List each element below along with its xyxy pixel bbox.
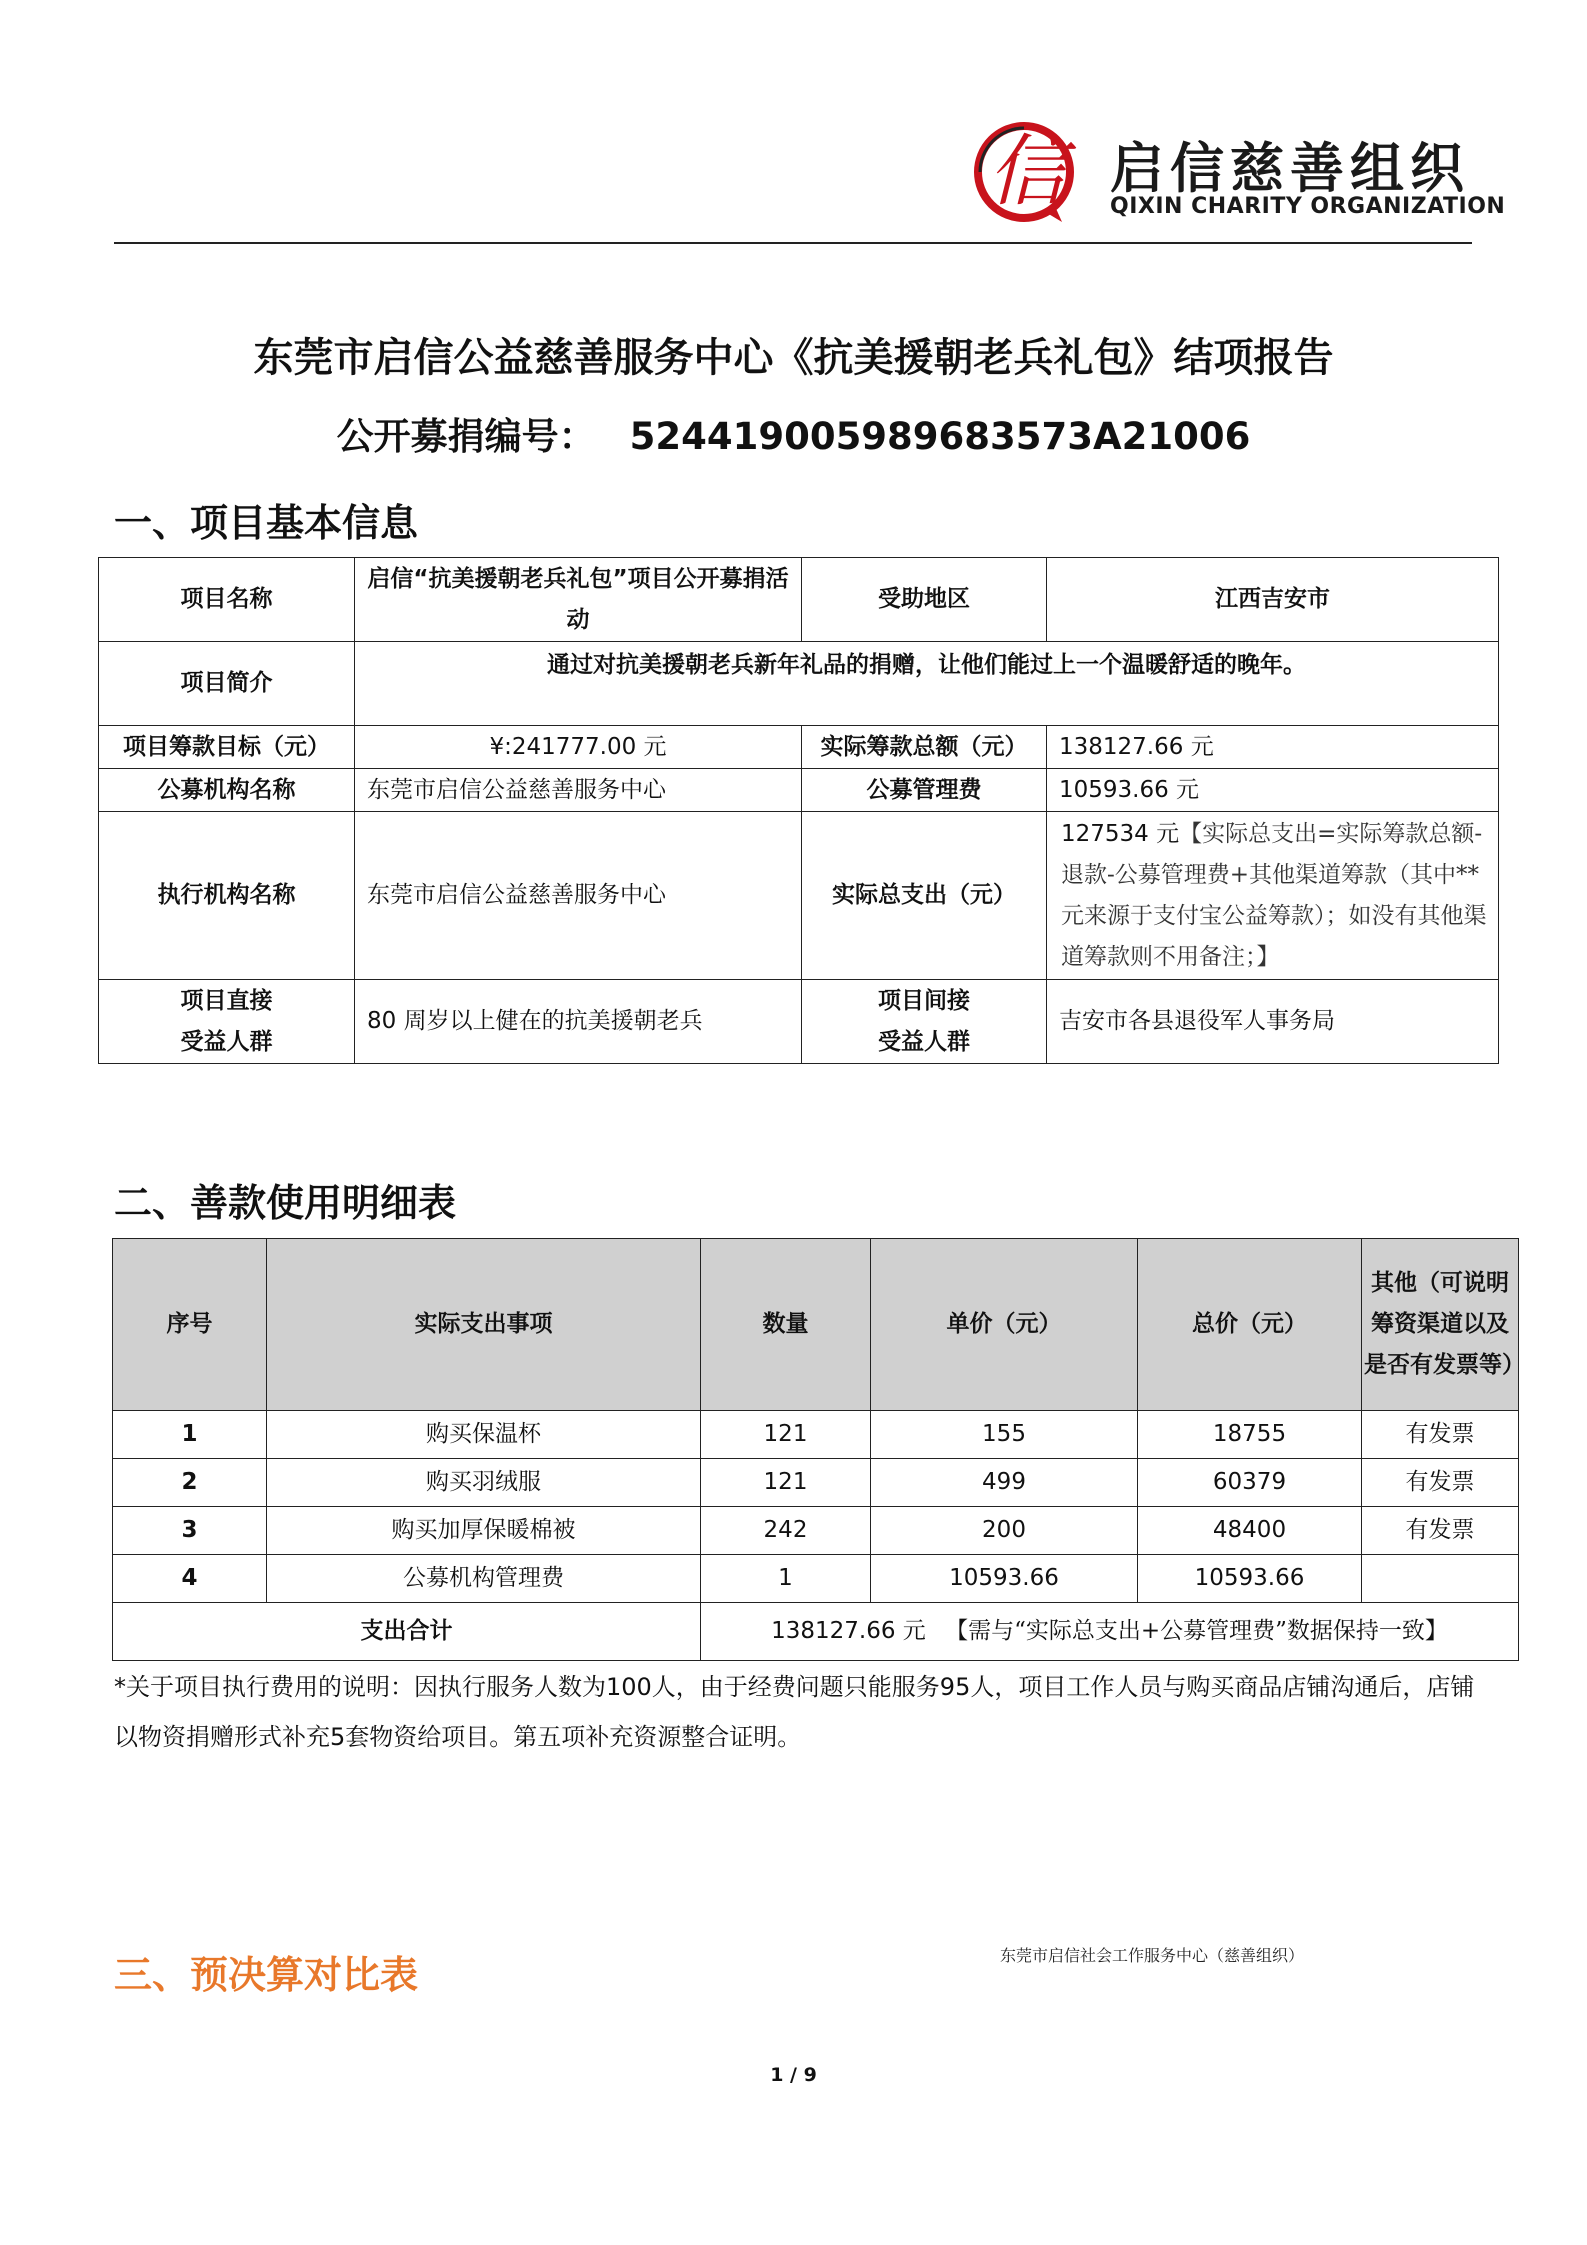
project-name-value: 启信“抗美援朝老兵礼包”项目公开募捐活动 xyxy=(355,558,802,642)
row-unit-price: 155 xyxy=(871,1411,1138,1459)
row-total-price: 48400 xyxy=(1138,1507,1362,1555)
row-item: 公募机构管理费 xyxy=(267,1555,701,1603)
row-qty: 121 xyxy=(701,1459,871,1507)
raised-label: 实际筹款总额（元） xyxy=(802,726,1047,769)
row-qty: 1 xyxy=(701,1555,871,1603)
table-sum-row xyxy=(113,1603,1519,1661)
page-number: 1 / 9 xyxy=(770,2064,817,2086)
row-item: 购买羽绒服 xyxy=(267,1459,701,1507)
row-other: 有发票 xyxy=(1362,1411,1519,1459)
intro-value: 通过对抗美援朝老兵新年礼品的捐赠，让他们能过上一个温暖舒适的晚年。 xyxy=(355,642,1499,726)
target-value: ¥:241777.00 元 xyxy=(355,726,802,769)
document-title: 东莞市启信公益慈善服务中心《抗美援朝老兵礼包》结项报告 xyxy=(253,335,1334,381)
col-header-unit-price: 单价（元） xyxy=(871,1239,1138,1411)
row-qty: 242 xyxy=(701,1507,871,1555)
table-row xyxy=(113,1555,1519,1603)
logo-char: 信 xyxy=(987,127,1066,217)
sum-label: 支出合计 xyxy=(113,1603,701,1661)
row-other xyxy=(1362,1555,1519,1603)
direct-beneficiary-label xyxy=(99,980,355,1064)
section-1-heading: 一、项目基本信息 xyxy=(114,501,419,545)
row-no: 3 xyxy=(113,1507,267,1555)
exec-value: 东莞市启信公益慈善服务中心 xyxy=(355,812,802,980)
table-row xyxy=(113,1507,1519,1555)
footer-org-name: 东莞市启信社会工作服务中心（慈善组织） xyxy=(1000,1946,1305,1965)
target-label: 项目筹款目标（元） xyxy=(99,726,355,769)
org-value: 东莞市启信公益慈善服务中心 xyxy=(355,769,802,812)
row-qty: 121 xyxy=(701,1411,871,1459)
fee-value: 10593.66 元 xyxy=(1047,769,1499,812)
row-no: 4 xyxy=(113,1555,267,1603)
org-name-cn: 启信慈善组织 xyxy=(1110,137,1470,200)
row-item: 购买加厚保暖棉被 xyxy=(267,1507,701,1555)
table-row xyxy=(113,1459,1519,1507)
table-row xyxy=(99,642,1499,726)
row-unit-price: 200 xyxy=(871,1507,1138,1555)
row-no: 1 xyxy=(113,1411,267,1459)
org-logo xyxy=(970,118,1506,228)
expense-detail-table xyxy=(112,1238,1525,1661)
sum-value-cell xyxy=(701,1603,1519,1661)
row-item: 购买保温杯 xyxy=(267,1411,701,1459)
section-3-heading: 三、预决算对比表 xyxy=(114,1953,419,1997)
fundraising-code xyxy=(0,406,1587,460)
section-2-heading: 二、善款使用明细表 xyxy=(114,1181,457,1225)
exec-label: 执行机构名称 xyxy=(99,812,355,980)
table-header-row xyxy=(113,1239,1519,1411)
table-row xyxy=(99,558,1499,642)
table-row xyxy=(99,812,1499,980)
aid-region-value: 江西吉安市 xyxy=(1047,558,1499,642)
fee-label: 公募管理费 xyxy=(802,769,1047,812)
row-other: 有发票 xyxy=(1362,1507,1519,1555)
org-label: 公募机构名称 xyxy=(99,769,355,812)
col-header-item: 实际支出事项 xyxy=(267,1239,701,1411)
direct-label-line-2: 受益人群 xyxy=(180,1028,273,1055)
aid-region-label: 受助地区 xyxy=(802,558,1047,642)
table-row xyxy=(113,1411,1519,1459)
indirect-beneficiary-value: 吉安市各县退役军人事务局 xyxy=(1047,980,1499,1064)
fundraising-code-label: 公开募捐编号： xyxy=(336,415,596,458)
project-name-label: 项目名称 xyxy=(99,558,355,642)
spend-value xyxy=(1047,812,1499,980)
intro-label: 项目简介 xyxy=(99,642,355,726)
row-no: 2 xyxy=(113,1459,267,1507)
row-unit-price: 499 xyxy=(871,1459,1138,1507)
table-row xyxy=(99,980,1499,1064)
raised-value: 138127.66 元 xyxy=(1047,726,1499,769)
spend-note: 【实际总支出=实际筹款总额-退款-公募管理费+其他渠道筹款（其中**元来源于支付宝公益筹款）；如没有其他渠道筹款则不用备注；】 xyxy=(1061,820,1487,970)
col-header-no: 序号 xyxy=(113,1239,267,1411)
sum-value: 138127.66 元 xyxy=(771,1618,926,1644)
header-divider xyxy=(114,242,1472,244)
indirect-label-line-2: 受益人群 xyxy=(878,1028,970,1055)
spend-amount: 127534 元 xyxy=(1061,820,1180,847)
col-header-qty: 数量 xyxy=(701,1239,871,1411)
project-info-table xyxy=(98,557,1499,1064)
row-total-price: 18755 xyxy=(1138,1411,1362,1459)
fundraising-code-value: 524419005989683573A21006 xyxy=(629,415,1251,458)
table-row xyxy=(99,726,1499,769)
col-header-other: 其他（可说明筹资渠道以及是否有发票等） xyxy=(1362,1239,1519,1411)
org-name-en: QIXIN CHARITY ORGANIZATION xyxy=(1110,194,1506,219)
row-total-price: 60379 xyxy=(1138,1459,1362,1507)
indirect-label-line-1: 项目间接 xyxy=(878,987,970,1014)
col-header-total-price: 总价（元） xyxy=(1138,1239,1362,1411)
direct-label-line-1: 项目直接 xyxy=(180,987,273,1014)
row-total-price: 10593.66 xyxy=(1138,1555,1362,1603)
table-row xyxy=(99,769,1499,812)
spend-label: 实际总支出（元） xyxy=(802,812,1047,980)
row-other: 有发票 xyxy=(1362,1459,1519,1507)
sum-note: 【需与“实际总支出+公募管理费”数据保持一致】 xyxy=(945,1618,1448,1644)
direct-beneficiary-value: 80 周岁以上健在的抗美援朝老兵 xyxy=(355,980,802,1064)
row-unit-price: 10593.66 xyxy=(871,1555,1138,1603)
expense-footnote: *关于项目执行费用的说明：因执行服务人数为100人，由于经费问题只能服务95人，项目工作人员与购买商品店铺沟通后，店铺以物资捐赠形式补充5套物资给项目。第五项补充资源整合证明。 xyxy=(114,1673,1475,1751)
indirect-beneficiary-label xyxy=(802,980,1047,1064)
